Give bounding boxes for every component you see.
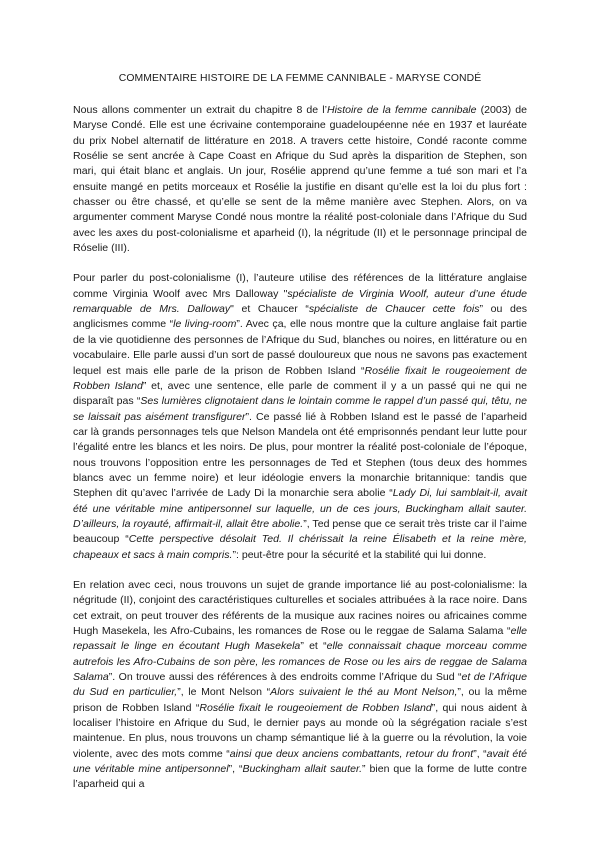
body-text: ”. On trouve aussi des références à des endroits comme l’Afrique du Sud “ (108, 671, 462, 684)
quoted-text: ainsi que deux anciens combattants, retour du front (229, 747, 474, 760)
quoted-text: Buckingham allait sauter. (242, 763, 363, 776)
body-text: ”, le Mont Nelson “ (177, 686, 271, 699)
body-text: ” et, avec une sentence, elle parle de comment il y a un passé qui ne qui ne disparaît pas “ (73, 379, 527, 408)
body-text: ”, qui nous aident à localiser l’histoire en Afrique du Sud, le dernier pays au monde où la ségrégation raciale s’est maintenue. En plus, nous trouvons un champ sémantique lié à la guerre ou la révolution, la voie violente, avec des mots comme “ (73, 701, 528, 760)
body-text: En relation avec ceci, nous trouvons un sujet de grande importance lié au post-colonialisme: la négritude (II), conjoint des caractéristiques culturelles et sociales attribuées à la race noire. Dans cet extrait, on peut trouver des référents de la musique aux racines noires ou africaines comme Hugh Masekela, les Afro-Cubains, les romances de Rose ou le reggae de Salama Salama “ (73, 578, 527, 637)
body-text: Nous allons commenter un extrait du chapitre 8 de l’ (73, 104, 327, 116)
quoted-text: Histoire de la femme cannibale (326, 104, 477, 116)
quoted-text: elle repassait le linge en écoutant Hugh Masekela (73, 625, 527, 653)
quoted-text: spécialiste de Chaucer cette fois (308, 303, 480, 316)
quoted-text: Lady Di, lui samblait-il, avait été une véritable mine antipersonnel sur laquelle, un de ces jours, Buckingham allait sauter. D’ailleurs, la royauté, affirmait-il, allait être abolie. (73, 487, 527, 530)
body-text: ”. Avec ça, elle nous montre que la culture anglaise fait partie de la vie quotidienne des personnes de l’Afrique du Sud, blanches ou noires, en littérature ou en vocabulaire. Elle parle aussi d’un sort de passé douloureux que nous ne savons pas exactement lequel est mais elle parle de la prison de Robben Island “ (73, 318, 527, 377)
paragraph-negritude (73, 578, 527, 793)
quoted-text: Alors suivaient le thé au Mont Nelson, (270, 686, 458, 699)
quoted-text: Rosélie fixait le rougeoiement de Robben Island (73, 364, 527, 392)
paragraph-introduction (73, 103, 527, 256)
quoted-text: elle connaissait chaque morceau comme autrefois les Afro-Cubains de son père, les romances de Rose ou les airs de reggae de Salama Salama (73, 640, 527, 684)
body-text: ”. Ce passé lié à Robben Island est le passé de l’aparheid car là grands personnages tels que Nelson Mandela ont été emprisonnés pendant leur lutte pour l’égalité entre les blancs et les noirs. De plus, pour montrer la réalité post-coloniale de l’époque, nous trouvons l’opposition entre les personnages de Ted et Stephen (tous deux des hommes blancs avec un femme noire) et leur idéologie envers la monarchie britannique: tandis que Stephen dit qu’avec l’arrivée de Lady Di la monarchie sera abolie “ (73, 410, 527, 500)
quoted-text: le living-room (173, 318, 237, 331)
document-title: COMMENTAIRE HISTOIRE DE LA FEMME CANNIBALE - MARYSE CONDÉ (118, 73, 482, 84)
quoted-text: et de l’Afrique du Sud en particulier, (73, 671, 527, 699)
body-text: ”, Ted pense que ce serait très triste car il l’aime beaucoup “ (73, 517, 527, 546)
body-text: (2003) de Maryse Condé. Elle est une écrivaine contemporaine guadeloupéenne née en 1937 et lauréate du prix Nobel alternatif de littérature en 2018. A travers cette histoire, Condé raconte comme Rosélie se sent ancrée à Cape Coast en Afrique du Sud après la disparition de Stephen, son mari, qui était blanc et anglais. Un jour, Rosélie apprend qu’une femme a tué son mari et l’a ensuite mangé en petits morceaux et Rosélie la justifie en disant qu’elle est la loi du plus fort : chasser ou être chassé, et qu’elle se sent de la même manière avec Stephen. Alors, on va argumenter comment Maryse Condé nous montre la réalité post-coloniale dans l’Afrique du Sud avec les axes du post-colonialisme et aparheid (I), la négritude (II) et le personnage principal de Róselie (III). (73, 104, 527, 255)
quoted-text: Cette perspective désolait Ted. Il chérissait la reine Élisabeth et la reine mère, chapeaux et sacs à main compris. (73, 533, 527, 561)
quoted-text: Ses lumières clignotaient dans le lointain comme le rappel d’un passé qui, têtu, ne se laissait pas aisément transfigurer (73, 395, 527, 423)
body-text: " et Chaucer “ (230, 303, 309, 316)
quoted-text: spécialiste de Virginia Woolf, auteur d’une étude remarquable de Mrs. Dalloway (73, 287, 527, 316)
body-text: ”: peut-être pour la sécurité et la stabilité qui lui donne. (232, 548, 487, 561)
body-text: ”, ou la même prison de Robben Island “ (73, 686, 527, 714)
body-text: Pour parler du post-colonialisme (I), l’auteure utilise des références de la littérature anglaise comme Virginia Woolf avec Mrs Dalloway " (73, 272, 527, 300)
paragraph-post-colonialism (73, 271, 527, 563)
body-text: ” bien que la forme de lutte contre l’aparheid qui a (73, 763, 528, 791)
body-text: ” et “ (300, 640, 327, 653)
body-text: ”, “ (228, 763, 243, 776)
quoted-text: Rosélie fixait le rougeoiement de Robben Island (199, 701, 432, 714)
body-text: ” ou des anglicismes comme “ (73, 303, 528, 331)
body-text: ”, “ (473, 747, 487, 760)
quoted-text: avait été une véritable mine antipersonnel (73, 747, 527, 776)
